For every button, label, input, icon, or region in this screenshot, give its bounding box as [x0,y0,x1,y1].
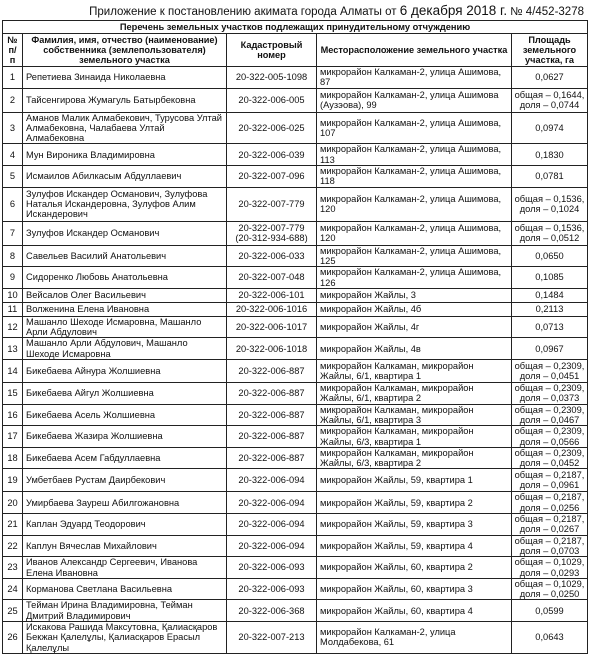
cell-no: 10 [3,288,23,302]
cell-owner: Бикебаева Асем Габдуллаевна [23,447,227,469]
cell-no: 2 [3,88,23,112]
table-row [3,360,588,383]
header-number: № 4/452-3278 [507,6,584,18]
cell-owner: Тайсенгирова Жумагуль Батырбековна [23,88,227,112]
header-prefix: Приложение к постановлению акимата города Алматы от [89,6,400,18]
cell-no: 13 [3,338,23,360]
cell-no: 8 [3,245,23,267]
cell-area: 0,0650 [512,245,588,267]
cell-no: 20 [3,492,23,514]
cell-area: общая – 0,1029, доля – 0,0293 [512,557,588,579]
header-date: 6 декабря 2018 г. [399,3,508,18]
cell-location: микрорайон Калкаман-2, улица Ашимова (Аузэова), 99 [317,88,512,112]
cell-no: 16 [3,404,23,426]
cell-no: 25 [3,600,23,622]
cell-owner: Умирбаева Зауреш Абилгожановна [23,492,227,514]
cell-area: общая – 0,2309, доля – 0,0467 [512,404,588,426]
cell-area: 0,0974 [512,112,588,144]
cell-area: общая – 0,2309, доля – 0,0373 [512,383,588,405]
cell-area: общая – 0,2309, доля – 0,0452 [512,447,588,469]
table-row [3,316,588,338]
cell-area: 0,2113 [512,302,588,316]
cell-area: 0,0781 [512,166,588,188]
cell-owner: Тейман Ирина Владимировна, Тейман Дмитрий Владимирович [23,600,227,622]
cell-no: 18 [3,447,23,469]
cell-no: 26 [3,621,23,653]
cell-area: общая – 0,2309, доля – 0,0451 [512,360,588,383]
cell-cadastral: 20-322-006-887 [227,383,317,405]
cell-owner: Машанло Шеходе Исмаровна, Машанло Арли Абдулович [23,316,227,338]
cell-cadastral: 20-322-007-213 [227,621,317,653]
table-row [3,621,588,653]
cell-area: 0,1085 [512,267,588,289]
cell-location: микрорайон Жайлы, 4б [317,302,512,316]
cell-location: микрорайон Жайлы, 60, квартира 4 [317,600,512,622]
cell-no: 22 [3,535,23,557]
table-row [3,404,588,426]
cell-location: микрорайон Калкаман, микрорайон Жайлы, 6/3, квартира 1 [317,426,512,448]
cell-area: 0,0599 [512,600,588,622]
table-row [3,338,588,360]
cell-no: 14 [3,360,23,383]
cell-no: 3 [3,112,23,144]
table-row [3,578,588,600]
cell-location: микрорайон Калкаман-2, улица Ашимова, 118 [317,166,512,188]
cell-owner: Зулуфов Искандер Османович [23,221,227,245]
cell-location: микрорайон Калкаман-2, улица Молдабекова, 61 [317,621,512,653]
cell-owner: Зулуфов Искандер Османович, Зулуфова Наталья Искандеровна, Зулуфов Алим Искандерович [23,187,227,221]
cell-no: 7 [3,221,23,245]
table-row [3,447,588,469]
cell-location: микрорайон Калкаман-2, улица Ашимова, 107 [317,112,512,144]
cell-cadastral: 20-322-007-048 [227,267,317,289]
table-row [3,88,588,112]
cell-no: 6 [3,187,23,221]
cell-location: микрорайон Жайлы, 60, квартира 2 [317,557,512,579]
table-row [3,302,588,316]
cell-owner: Мун Вироника Владимировна [23,144,227,166]
cell-area: 0,1830 [512,144,588,166]
table-row [3,492,588,514]
cell-cadastral: 20-322-006-887 [227,360,317,383]
cell-no: 15 [3,383,23,405]
cell-owner: Бикебаева Айгул Жолшиевна [23,383,227,405]
cell-cadastral: 20-322-007-779 [227,187,317,221]
cell-area: общая – 0,1644, доля – 0,0744 [512,88,588,112]
cell-location: микрорайон Калкаман-2, улица Ашимова, 125 [317,245,512,267]
column-header-area: Площадь земельного участка, га [512,34,588,67]
cell-area: общая – 0,1536, доля – 0,0512 [512,221,588,245]
table-row [3,112,588,144]
cell-cadastral: 20-322-007-096 [227,166,317,188]
cell-cadastral: 20-322-006-094 [227,535,317,557]
cell-owner: Иванов Александр Сергеевич, Иванова Елена Ивановна [23,557,227,579]
cell-cadastral: 20-322-006-094 [227,514,317,536]
cell-location: микрорайон Калкаман-2, улица Ашимова, 126 [317,267,512,289]
table-title: Перечень земельных участков подлежащих принудительному отчуждению [3,21,588,34]
cell-cadastral: 20-322-006-1018 [227,338,317,360]
table-row [3,535,588,557]
table-row [3,557,588,579]
cell-owner: Савельев Василий Анатольевич [23,245,227,267]
cell-location: микрорайон Калкаман-2, улица Ашимова, 120 [317,221,512,245]
cell-location: микрорайон Калкаман, микрорайон Жайлы, 6/1, квартира 3 [317,404,512,426]
table-row [3,267,588,289]
column-header-cadastral: Кадастровый номер [227,34,317,67]
cell-location: микрорайон Жайлы, 59, квартира 1 [317,469,512,492]
column-header-no: № п/п [3,34,23,67]
cell-owner: Искакова Рашида Максутовна, Қалиасқаров Бекжан Қалелұлы, Қалиасқаров Ерасыл Қалелұлы [23,621,227,653]
cell-location: микрорайон Жайлы, 59, квартира 2 [317,492,512,514]
cell-owner: Корманова Светлана Васильевна [23,578,227,600]
cell-area: 0,1484 [512,288,588,302]
cell-cadastral: 20-322-007-779 (20-312-934-688) [227,221,317,245]
cell-owner: Аманов Малик Алмабекович, Турусова Ултай Алмабековна, Чалабаева Ултай Алмабековна [23,112,227,144]
table-row [3,166,588,188]
cell-cadastral: 20-322-006-025 [227,112,317,144]
cell-owner: Волженина Елена Ивановна [23,302,227,316]
cell-area: общая – 0,2187, доля – 0,0256 [512,492,588,514]
document-header [89,3,584,18]
cell-owner: Бикебаева Жазира Жолшиевна [23,426,227,448]
cell-no: 9 [3,267,23,289]
cell-owner: Бикебаева Асель Жолшиевна [23,404,227,426]
cell-no: 21 [3,514,23,536]
cell-location: микрорайон Жайлы, 4г [317,316,512,338]
table-row [3,514,588,536]
cell-owner: Сидоренко Любовь Анатольевна [23,267,227,289]
cell-location: микрорайон Калкаман, микрорайон Жайлы, 6/1, квартира 2 [317,383,512,405]
cell-location: микрорайон Калкаман-2, улица Ашимова, 87 [317,67,512,89]
cell-location: микрорайон Калкаман, микрорайон Жайлы, 6/3, квартира 2 [317,447,512,469]
cell-area: общая – 0,1536, доля – 0,1024 [512,187,588,221]
cell-location: микрорайон Жайлы, 4в [317,338,512,360]
cell-owner: Репетиева Зинаида Николаевна [23,67,227,89]
cell-cadastral: 20-322-006-1016 [227,302,317,316]
column-header-location: Месторасположение земельного участка [317,34,512,67]
cell-location: микрорайон Калкаман, микрорайон Жайлы, 6/1, квартира 1 [317,360,512,383]
cell-no: 23 [3,557,23,579]
cell-cadastral: 20-322-006-368 [227,600,317,622]
land-plots-table [2,20,588,654]
cell-area: 0,0643 [512,621,588,653]
table-row [3,600,588,622]
cell-area: общая – 0,2187, доля – 0,0961 [512,469,588,492]
cell-no: 1 [3,67,23,89]
cell-area: общая – 0,2187, доля – 0,0703 [512,535,588,557]
cell-cadastral: 20-322-006-094 [227,469,317,492]
table-row [3,187,588,221]
table-row [3,245,588,267]
cell-cadastral: 20-322-006-887 [227,447,317,469]
cell-location: микрорайон Жайлы, 60, квартира 3 [317,578,512,600]
cell-cadastral: 20-322-006-1017 [227,316,317,338]
cell-area: общая – 0,2309, доля – 0,0566 [512,426,588,448]
cell-owner: Машанло Арли Абдулович, Машанло Шеходе Исмаровна [23,338,227,360]
cell-no: 24 [3,578,23,600]
cell-cadastral: 20-322-005-1098 [227,67,317,89]
cell-area: 0,0713 [512,316,588,338]
cell-owner: Каплун Вячеслав Михайлович [23,535,227,557]
cell-cadastral: 20-322-006-039 [227,144,317,166]
cell-owner: Исмаилов Абилкасым Абдуллаевич [23,166,227,188]
cell-location: микрорайон Калкаман-2, улица Ашимова, 120 [317,187,512,221]
cell-no: 4 [3,144,23,166]
cell-cadastral: 20-322-006-005 [227,88,317,112]
cell-owner: Каплан Эдуард Теодорович [23,514,227,536]
cell-owner: Бикебаева Айнура Жолшиевна [23,360,227,383]
table-row [3,221,588,245]
column-header-owner: Фамилия, имя, отчество (наименование) собственника (землепользователя) земельного участка [23,34,227,67]
cell-area: 0,0967 [512,338,588,360]
table-row [3,383,588,405]
cell-location: микрорайон Жайлы, 59, квартира 3 [317,514,512,536]
cell-cadastral: 20-322-006-094 [227,492,317,514]
cell-cadastral: 20-322-006-887 [227,426,317,448]
cell-cadastral: 20-322-006-033 [227,245,317,267]
cell-area: общая – 0,1029, доля – 0,0250 [512,578,588,600]
table-row [3,426,588,448]
cell-no: 12 [3,316,23,338]
cell-location: микрорайон Калкаман-2, улица Ашимова, 113 [317,144,512,166]
cell-no: 5 [3,166,23,188]
cell-no: 17 [3,426,23,448]
cell-cadastral: 20-322-006-101 [227,288,317,302]
cell-no: 11 [3,302,23,316]
table-row [3,469,588,492]
cell-location: микрорайон Жайлы, 3 [317,288,512,302]
cell-cadastral: 20-322-006-887 [227,404,317,426]
cell-owner: Вейсалов Олег Васильевич [23,288,227,302]
cell-no: 19 [3,469,23,492]
cell-area: 0,0627 [512,67,588,89]
table-body [3,67,588,654]
table-row [3,288,588,302]
table-row [3,67,588,89]
cell-owner: Умбетбаев Рустам Даирбекович [23,469,227,492]
cell-area: общая – 0,2187, доля – 0,0267 [512,514,588,536]
cell-cadastral: 20-322-006-093 [227,557,317,579]
table-row [3,144,588,166]
cell-cadastral: 20-322-006-093 [227,578,317,600]
cell-location: микрорайон Жайлы, 59, квартира 4 [317,535,512,557]
